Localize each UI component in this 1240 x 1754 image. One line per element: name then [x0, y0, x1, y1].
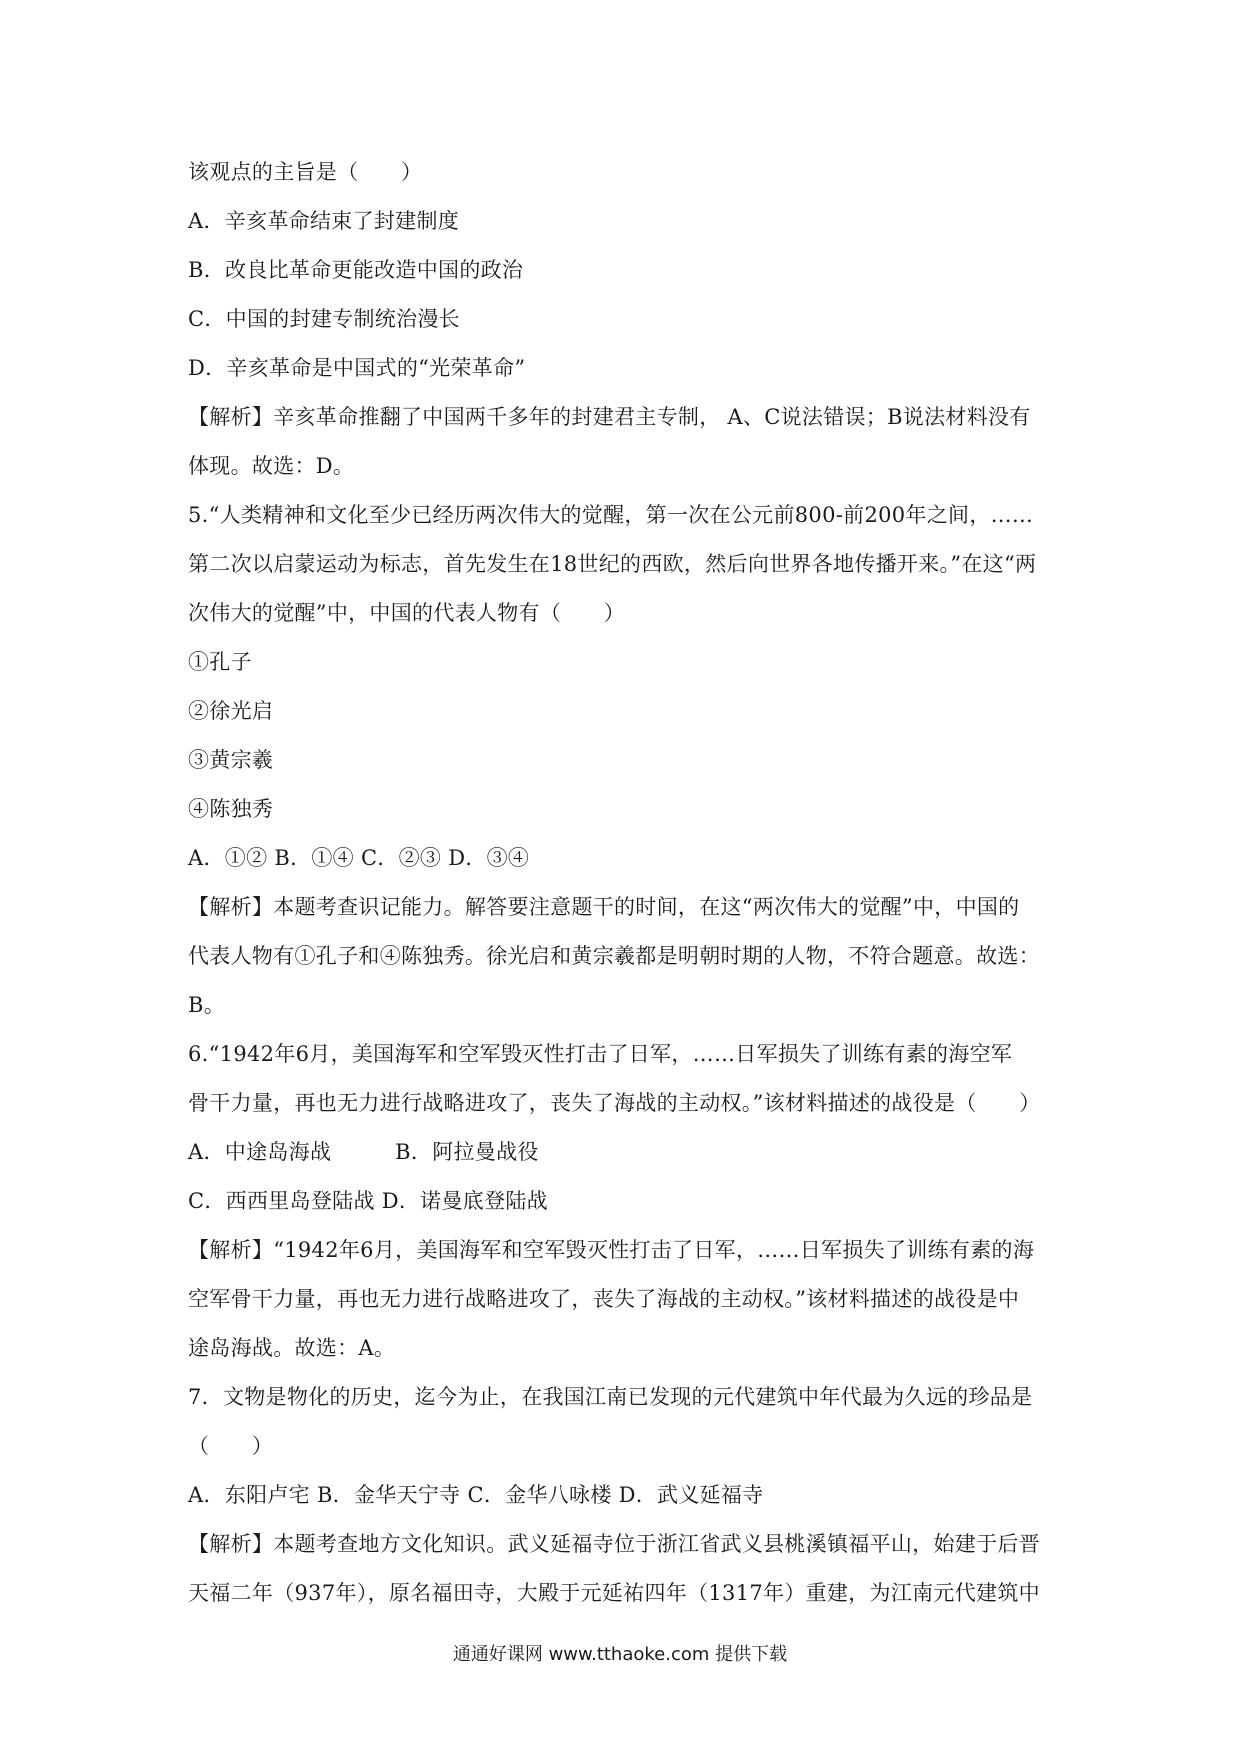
option-line: C．中国的封建专制统治漫长 — [188, 307, 460, 331]
question-line: 次伟大的觉醒”中，中国的代表人物有（ ） — [188, 601, 626, 625]
choice-item: ①孔子 — [188, 650, 252, 674]
text-line: 该观点的主旨是（ ） — [188, 160, 423, 184]
analysis-line: 【解析】“1942年6月，美国海军和空军毁灭性打击了日军，……日军损失了训练有素的海 — [188, 1238, 1035, 1262]
option-line: A．辛亥革命结束了封建制度 — [188, 209, 460, 233]
option-line: B．改良比革命更能改造中国的政治 — [188, 258, 524, 282]
analysis-line: B。 — [188, 993, 226, 1017]
analysis-line: 途岛海战。故选：A。 — [188, 1336, 396, 1360]
question-line: 6.“1942年6月，美国海军和空军毁灭性打击了日军，……日军损失了训练有素的海空军 — [188, 1042, 1013, 1066]
analysis-line: 体现。故选：D。 — [188, 454, 355, 478]
analysis-line: 【解析】辛亥革命推翻了中国两千多年的封建君主专制， A、C说法错误；B说法材料没有 — [188, 405, 1031, 429]
question-line: 7．文物是物化的历史，迄今为止，在我国江南已发现的元代建筑中年代最为久远的珍品是 — [188, 1385, 1033, 1409]
option-line: D．辛亥革命是中国式的“光荣革命” — [188, 356, 526, 380]
question-line: 5.“人类精神和文化至少已经历两次伟大的觉醒，第一次在公元前800-前200年之间，…… — [188, 503, 1034, 527]
analysis-line: 天福二年（937年），原名福田寺，大殿于元延祐四年（1317年）重建，为江南元代建筑中 — [188, 1581, 1040, 1605]
question-line: 第二次以启蒙运动为标志，首先发生在18世纪的西欧，然后向世界各地传播开来。”在这“两 — [188, 552, 1037, 576]
analysis-line: 代表人物有①孔子和④陈独秀。徐光启和黄宗羲都是明朝时期的人物，不符合题意。故选： — [188, 944, 1040, 968]
choice-item: ②徐光启 — [188, 699, 274, 723]
choice-item: ③黄宗羲 — [188, 748, 274, 772]
question-line: 骨干力量，再也无力进行战略进攻了，丧失了海战的主动权。”该材料描述的战役是（ ） — [188, 1091, 1041, 1115]
document-body — [188, 148, 1068, 1618]
option-line: A．中途岛海战 B．阿拉曼战役 — [188, 1140, 539, 1164]
analysis-line: 【解析】本题考查识记能力。解答要注意题干的时间，在这“两次伟大的觉醒”中，中国的 — [188, 895, 1020, 919]
analysis-line: 【解析】本题考查地方文化知识。武义延福寺位于浙江省武义县桃溪镇福平山，始建于后晋 — [188, 1532, 1040, 1556]
choice-item: ④陈独秀 — [188, 797, 274, 821]
page-footer: 通通好课网 www.tthaoke.com 提供下载 — [452, 1644, 788, 1665]
analysis-line: 空军骨干力量，再也无力进行战略进攻了，丧失了海战的主动权。”该材料描述的战役是中 — [188, 1287, 1020, 1311]
option-line: C．西西里岛登陆战 D．诺曼底登陆战 — [188, 1189, 548, 1213]
question-line: （ ） — [188, 1434, 274, 1458]
option-line: A．东阳卢宅 B．金华天宁寺 C．金华八咏楼 D．武义延福寺 — [188, 1483, 764, 1507]
option-line: A．①② B．①④ C．②③ D．③④ — [188, 846, 530, 870]
